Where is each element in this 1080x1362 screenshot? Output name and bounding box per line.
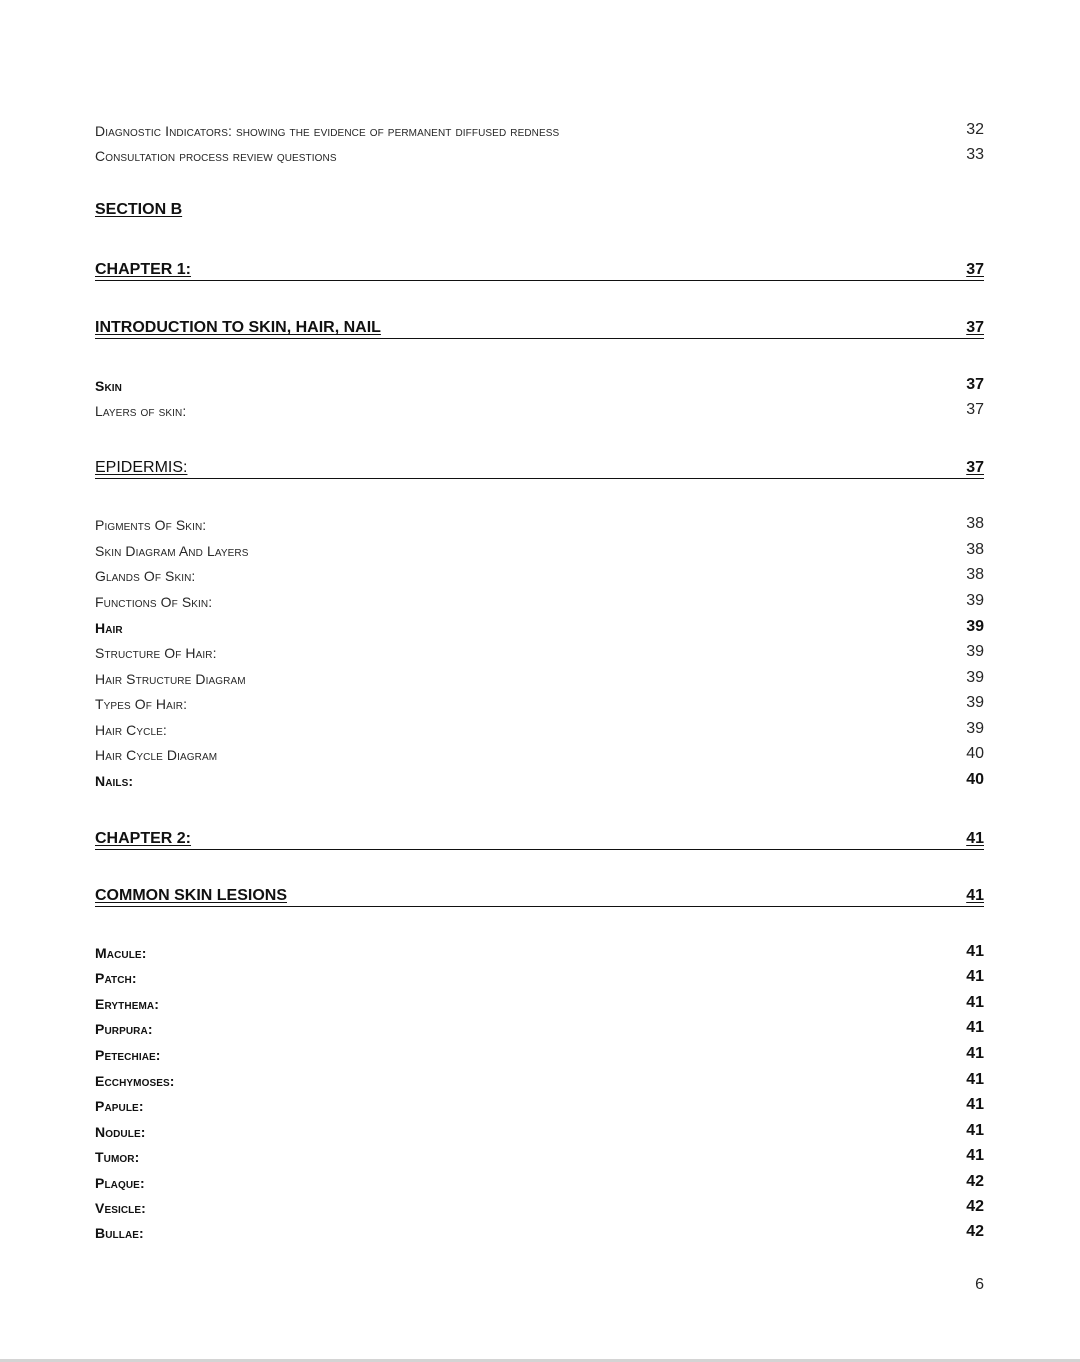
toc-entry[interactable]	[95, 1171, 984, 1193]
toc-entry-label: Hair Structure Diagram	[95, 671, 246, 687]
toc-heading-label: CHAPTER 1:	[95, 261, 192, 278]
toc-entry-page: 39	[966, 720, 984, 737]
toc-entry[interactable]	[95, 718, 984, 740]
toc-entry-page: 38	[966, 541, 984, 558]
toc-heading-page: 37	[966, 459, 984, 476]
toc-entry[interactable]	[95, 513, 984, 535]
toc-entry-label: Hair	[95, 620, 123, 636]
toc-entry[interactable]	[95, 1221, 984, 1243]
toc-entry-page: 38	[966, 566, 984, 583]
toc-entry-label: Ecchymoses:	[95, 1073, 175, 1089]
toc-entry-page: 37	[966, 401, 984, 418]
toc-entry[interactable]	[95, 119, 984, 141]
toc-entry[interactable]	[95, 590, 984, 612]
toc-entry-label: Structure Of Hair:	[95, 645, 217, 661]
toc-entry-page: 39	[966, 669, 984, 686]
toc-entry-label: Diagnostic Indicators: showing the evidence of permanent diffused redness	[95, 123, 560, 139]
toc-entry-page: 41	[966, 1071, 984, 1088]
toc-heading-label: COMMON SKIN LESIONS	[95, 887, 288, 904]
toc-entry-page: 42	[966, 1223, 984, 1240]
toc-entry[interactable]	[95, 941, 984, 963]
toc-entry-page: 32	[966, 121, 984, 138]
toc-entry[interactable]	[95, 1043, 984, 1065]
toc-entry-label: Layers of skin:	[95, 403, 187, 419]
toc-entry-page: 41	[966, 1045, 984, 1062]
toc-entry[interactable]	[95, 1196, 984, 1218]
toc-entry-page: 39	[966, 592, 984, 609]
toc-entry[interactable]	[95, 966, 984, 988]
toc-entry-label: Hair Cycle Diagram	[95, 747, 218, 763]
toc-entry-label: Consultation process review questions	[95, 148, 337, 164]
toc-entry-label: Glands Of Skin:	[95, 568, 196, 584]
toc-entry-page: 40	[966, 745, 984, 762]
toc-heading-page: 37	[966, 319, 984, 336]
toc-entry-page: 33	[966, 146, 984, 163]
toc-entry[interactable]	[95, 1145, 984, 1167]
toc-entry-page: 41	[966, 1096, 984, 1113]
toc-entry-skin[interactable]	[95, 374, 984, 396]
toc-entry-label: Patch:	[95, 970, 137, 986]
section-title: SECTION B	[95, 201, 183, 218]
toc-entry[interactable]	[95, 1017, 984, 1039]
toc-entry-label: Erythema:	[95, 996, 159, 1012]
toc-entry-label: Functions Of Skin:	[95, 594, 213, 610]
toc-entry-label: Petechiae:	[95, 1047, 161, 1063]
toc-entry[interactable]	[95, 1094, 984, 1116]
toc-entry-label: Macule:	[95, 945, 147, 961]
toc-entry-label: Purpura:	[95, 1021, 153, 1037]
toc-entry-page: 41	[966, 1122, 984, 1139]
toc-entry-page: 41	[966, 1147, 984, 1164]
toc-entry-page: 38	[966, 515, 984, 532]
toc-entry[interactable]	[95, 641, 984, 663]
toc-heading-page: 41	[966, 830, 984, 847]
toc-entry-label: Bullae:	[95, 1225, 144, 1241]
toc-entry-page: 41	[966, 994, 984, 1011]
toc-heading-chapter-2[interactable]	[95, 825, 984, 850]
toc-entry-page: 37	[966, 376, 984, 393]
toc-heading-label: EPIDERMIS:	[95, 459, 188, 476]
toc-entry-page: 39	[966, 618, 984, 635]
toc-heading-label: CHAPTER 2:	[95, 830, 192, 847]
toc-heading-common-skin-lesions[interactable]	[95, 882, 984, 907]
toc-heading-page: 37	[966, 261, 984, 278]
toc-entry[interactable]	[95, 692, 984, 714]
toc-entry-label: Nodule:	[95, 1124, 146, 1140]
toc-entry-label: Types Of Hair:	[95, 696, 188, 712]
toc-entry-label: Nails:	[95, 773, 134, 789]
toc-entry-label: Skin	[95, 378, 122, 394]
toc-heading-page: 41	[966, 887, 984, 904]
toc-entry-hair[interactable]	[95, 616, 984, 638]
toc-entry[interactable]	[95, 564, 984, 586]
toc-entry[interactable]	[95, 667, 984, 689]
toc-entry-page: 42	[966, 1173, 984, 1190]
toc-entry-page: 39	[966, 694, 984, 711]
toc-entry-page: 41	[966, 1019, 984, 1036]
toc-entry-label: Papule:	[95, 1098, 144, 1114]
toc-entry-label: Pigments Of Skin:	[95, 517, 207, 533]
toc-entry[interactable]	[95, 399, 984, 421]
toc-entry[interactable]	[95, 539, 984, 561]
toc-entry-nails[interactable]	[95, 769, 984, 791]
toc-entry[interactable]	[95, 992, 984, 1014]
page-number: 6	[975, 1276, 984, 1293]
toc-heading-label: INTRODUCTION TO SKIN, HAIR, NAIL	[95, 319, 381, 336]
toc-entry[interactable]	[95, 743, 984, 765]
toc-heading-introduction[interactable]	[95, 314, 984, 339]
toc-entry[interactable]	[95, 144, 984, 166]
toc-entry[interactable]	[95, 1069, 984, 1091]
toc-entry-page: 40	[966, 771, 984, 788]
toc-entry-page: 41	[966, 943, 984, 960]
toc-entry-label: Hair Cycle:	[95, 722, 167, 738]
toc-entry-label: Vesicle:	[95, 1200, 146, 1216]
toc-heading-chapter-1[interactable]	[95, 256, 984, 281]
toc-entry-label: Plaque:	[95, 1175, 145, 1191]
toc-entry-label: Skin Diagram And Layers	[95, 543, 249, 559]
toc-entry-page: 41	[966, 968, 984, 985]
toc-heading-epidermis[interactable]	[95, 454, 984, 479]
toc-entry-page: 39	[966, 643, 984, 660]
toc-entry-label: Tumor:	[95, 1149, 140, 1165]
toc-entry[interactable]	[95, 1120, 984, 1142]
toc-entry-page: 42	[966, 1198, 984, 1215]
